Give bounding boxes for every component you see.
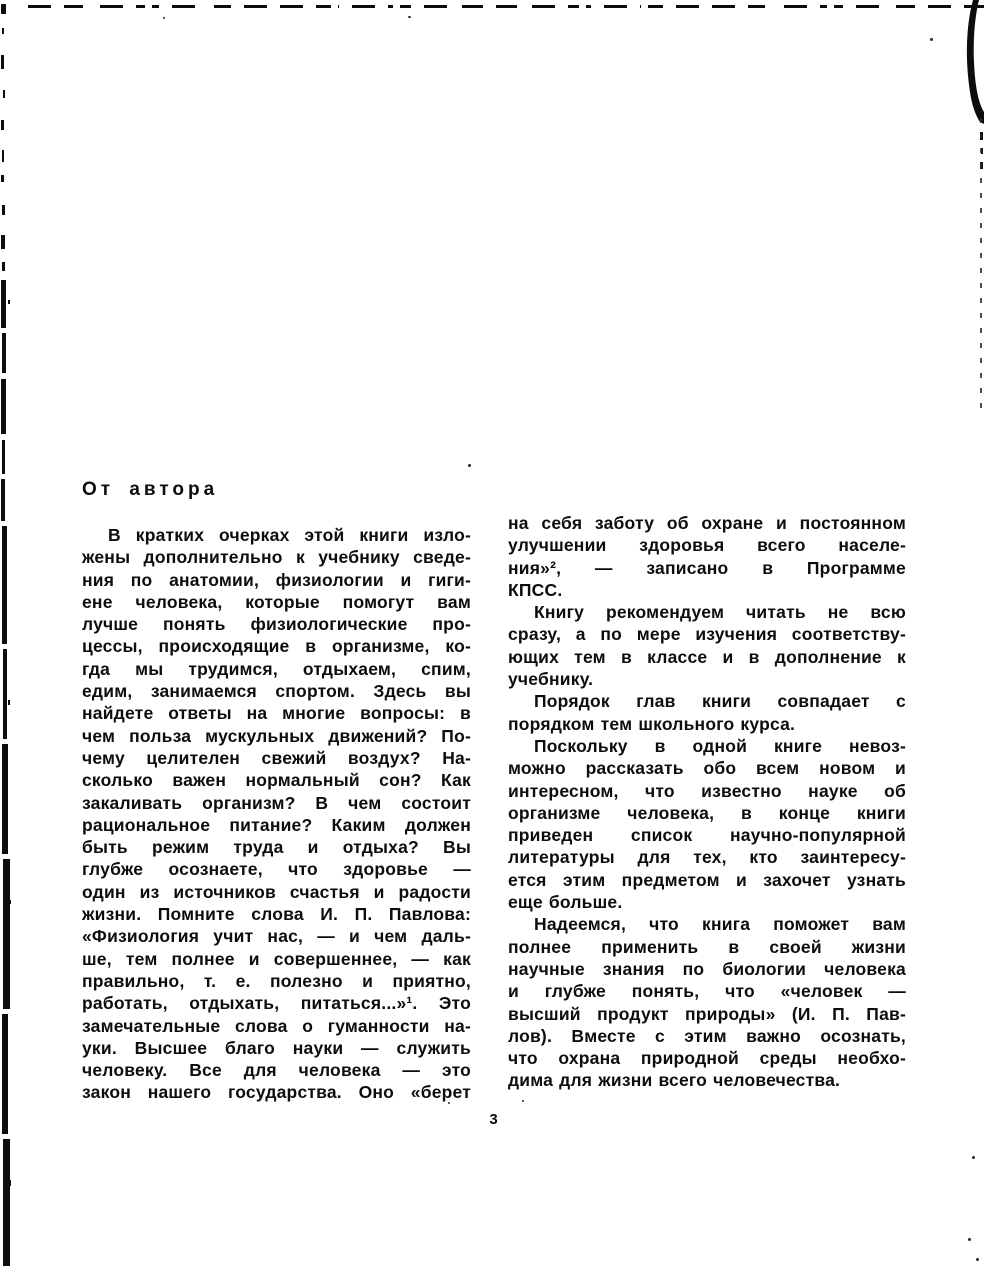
text-line: найдете ответы на многие вопросы: в bbox=[82, 703, 471, 724]
text-line: литературы для тех, кто заинтересу- bbox=[508, 847, 906, 868]
text-line: лов). Вместе с этим важно осознать, bbox=[508, 1025, 906, 1046]
text-line: ния»², — записано в Программе bbox=[508, 557, 906, 578]
text-line: В кратких очерках этой книги изло- bbox=[108, 525, 471, 545]
text-line: учебнику. bbox=[508, 669, 594, 690]
chapter-heading: От автора bbox=[82, 479, 219, 500]
text-line: организме человека, в конце книги bbox=[508, 802, 906, 823]
text-line: полнее применить в своей жизни bbox=[508, 936, 906, 957]
text-line: и глубже понять, что «человек — bbox=[508, 981, 906, 1002]
text-line: Поскольку в одной книге невоз- bbox=[534, 735, 906, 756]
text-line: ющих тем в классе и в дополнение к bbox=[508, 646, 906, 667]
text-line: уки. Высшее благо науки — служить bbox=[82, 1037, 471, 1058]
scan-right-edge-dots bbox=[980, 118, 982, 410]
text-line: высший продукт природы» (И. П. Пав- bbox=[508, 1003, 906, 1024]
text-line: лучше понять физиологические про- bbox=[82, 614, 471, 635]
text-line: ния по анатомии, физиологии и гиги- bbox=[82, 569, 471, 590]
text-line: закаливать организм? В чем состоит bbox=[82, 792, 471, 813]
scan-speck bbox=[522, 1100, 524, 1102]
text-line: ется этим предметом и захочет узнать bbox=[508, 869, 906, 890]
scan-speck bbox=[930, 38, 933, 41]
text-line: «Физиология учит нас, — и чем даль- bbox=[82, 926, 471, 947]
text-line: работать, отдыхать, питаться...»¹. Это bbox=[82, 993, 471, 1014]
text-line: дима для жизни всего человечества. bbox=[508, 1070, 841, 1091]
text-line: едим, занимаемся спортом. Здесь вы bbox=[82, 681, 471, 702]
text-line: глубже осознаете, что здоровье — bbox=[82, 859, 471, 880]
text-line: правильно, т. е. полезно и приятно, bbox=[82, 970, 471, 991]
text-line: можно рассказать обо всем новом и bbox=[508, 758, 906, 779]
text-line: человеку. Все для человека — это bbox=[82, 1060, 471, 1081]
text-line: что охрана природной среды необхо- bbox=[508, 1048, 906, 1069]
text-line: КПСС. bbox=[508, 579, 563, 600]
scan-speck bbox=[468, 464, 471, 467]
text-line: замечательные слова о гуманности на- bbox=[82, 1015, 471, 1036]
text-line: рациональное питание? Каким должен bbox=[82, 814, 471, 835]
text-line: гда мы трудимся, отдыхаем, спим, bbox=[82, 658, 471, 679]
text-line: один из источников счастья и радости bbox=[82, 881, 471, 902]
text-line: интересном, что известно науке об bbox=[508, 780, 906, 801]
text-line: приведен список научно-популярной bbox=[508, 825, 906, 846]
text-line: жизни. Помните слова И. П. Павлова: bbox=[82, 904, 471, 925]
scan-top-edge-dashed-line bbox=[28, 5, 984, 8]
text-line: закон нашего государства. Оно «берет bbox=[82, 1082, 471, 1103]
text-line: быть режим труда и отдыха? Вы bbox=[82, 837, 471, 858]
text-line: чем польза мускульных движений? По- bbox=[82, 725, 471, 746]
scan-speck bbox=[163, 17, 165, 19]
scan-speck bbox=[976, 1258, 979, 1261]
text-line: еще больше. bbox=[508, 892, 623, 913]
text-line: улучшении здоровья всего населе- bbox=[508, 535, 906, 556]
text-line: порядком тем школьного курса. bbox=[508, 713, 796, 734]
text-line: ше, тем полнее и совершеннее, — как bbox=[82, 948, 471, 969]
scan-speck bbox=[972, 1156, 975, 1159]
text-line: чему целителен свежий воздух? На- bbox=[82, 747, 471, 768]
text-line: цессы, происходящие в организме, ко- bbox=[82, 636, 471, 657]
text-line: сразу, а по мере изучения соответству- bbox=[508, 624, 906, 645]
text-line: ене человека, которые помогут вам bbox=[82, 591, 471, 612]
text-column-left bbox=[82, 524, 471, 1104]
text-line: жены дополнительно к учебнику сведе- bbox=[82, 547, 471, 568]
text-line: Книгу рекомендуем читать не всю bbox=[534, 602, 906, 623]
text-line: Надеемся, что книга поможет вам bbox=[534, 914, 906, 935]
text-line: сколько важен нормальный сон? Как bbox=[82, 770, 471, 791]
scan-left-edge-artifact bbox=[0, 0, 14, 1266]
scan-speck bbox=[408, 16, 411, 18]
text-line: Порядок глав книги совпадает с bbox=[534, 691, 906, 712]
text-line: на себя заботу об охране и постоянном bbox=[508, 513, 906, 533]
text-column-right bbox=[508, 512, 906, 1092]
text-line: научные знания по биологии человека bbox=[508, 958, 906, 979]
page-number: 3 bbox=[489, 1111, 499, 1128]
scan-speck bbox=[968, 1238, 971, 1241]
